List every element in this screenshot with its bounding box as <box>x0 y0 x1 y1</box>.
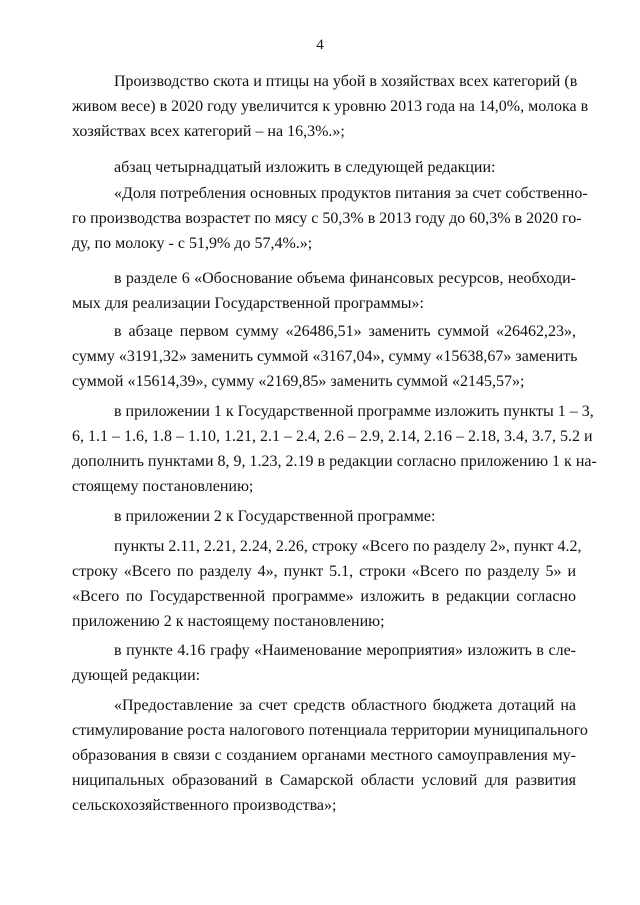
text-line: в абзаце первом сумму «26486,51» заменить суммой «26462,23», <box>114 323 576 340</box>
text-line: дополнить пунктами 8, 9, 1.23, 2.19 в редакции согласно приложению 1 к на- <box>72 453 597 470</box>
text-line: стимулирование роста налогового потенциала территории муниципального <box>72 722 588 739</box>
text-line: ду, по молоку - с 51,9% до 57,4%.»; <box>72 235 313 252</box>
text-line: сельскохозяйственного производства»; <box>72 797 337 814</box>
text-line: ниципальных образований в Самарской области условий для развития <box>72 772 576 789</box>
text-line: стоящему постановлению; <box>72 478 254 495</box>
text-line: строку «Всего по разделу 4», пункт 5.1, строки «Всего по разделу 5» и <box>72 563 576 580</box>
text-line: живом весе) в 2020 году увеличится к уровню 2013 года на 14,0%, молока в <box>72 98 589 115</box>
text-line: мых для реализации Государственной программы»: <box>72 295 424 312</box>
text-line: приложению 2 к настоящему постановлению; <box>72 613 385 630</box>
text-line: 6, 1.1 – 1.6, 1.8 – 1.10, 1.21, 2.1 – 2.4, 2.6 – 2.9, 2.14, 2.16 – 2.18, 3.4, 3.7, 5.2 и <box>72 428 593 445</box>
text-line: в приложении 1 к Государственной программе изложить пункты 1 – 3, <box>114 403 594 420</box>
text-line: суммой «15614,39», сумму «2169,85» заменить суммой «2145,57»; <box>72 373 525 390</box>
text-line: в приложении 2 к Государственной программе: <box>114 508 436 525</box>
text-line: дующей редакции: <box>72 667 201 684</box>
text-line: хозяйствах всех категорий – на 16,3%.»; <box>72 123 345 140</box>
text-line: в пункте 4.16 графу «Наименование мероприятия» изложить в сле- <box>114 642 576 659</box>
page-number: 4 <box>316 37 324 53</box>
text-line: абзац четырнадцатый изложить в следующей редакции: <box>114 159 496 176</box>
text-line: Производство скота и птицы на убой в хозяйствах всех категорий (в <box>114 73 578 90</box>
text-line: го производства возрастет по мясу с 50,3% в 2013 году до 60,3% в 2020 го- <box>72 210 582 227</box>
text-line: пункты 2.11, 2.21, 2.24, 2.26, строку «Всего по разделу 2», пункт 4.2, <box>114 538 582 555</box>
text-line: в разделе 6 «Обоснование объема финансовых ресурсов, необходи- <box>114 270 576 287</box>
text-line: «Доля потребления основных продуктов питания за счет собственно- <box>114 185 588 202</box>
text-line: сумму «3191,32» заменить суммой «3167,04», сумму «15638,67» заменить <box>72 348 578 365</box>
text-line: «Всего по Государственной программе» изложить в редакции согласно <box>72 588 576 605</box>
text-line: образования в связи с созданием органами местного самоуправления му- <box>72 747 576 764</box>
text-line: «Предоставление за счет средств областного бюджета дотаций на <box>114 697 576 714</box>
